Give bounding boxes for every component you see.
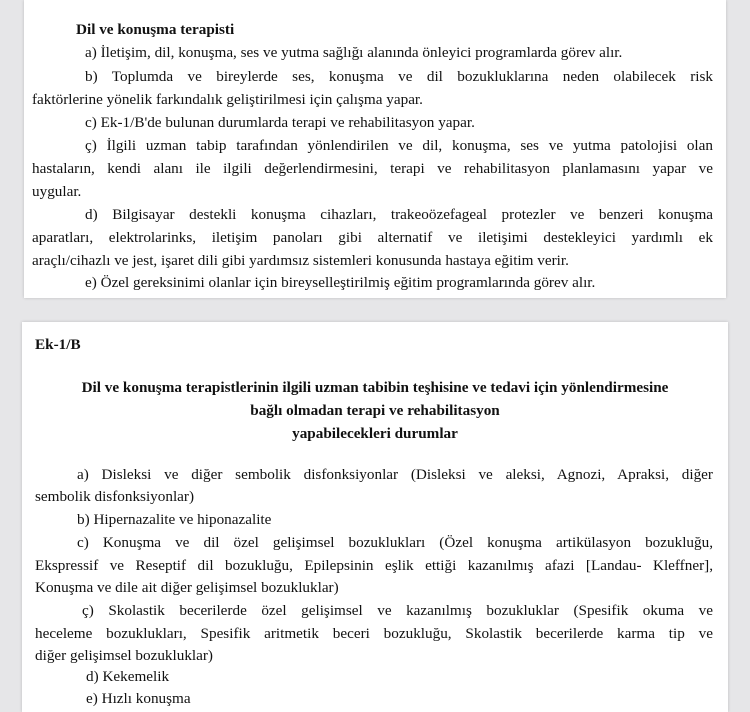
text-line: b) Toplumda ve bireylerde ses, konuşma ve dil bozukluklarına neden olabilecek risk: [85, 68, 713, 85]
list-line: e) Hızlı konuşma: [86, 690, 191, 707]
document-page-2: [22, 322, 728, 712]
annex-label: Ek-1/B: [35, 336, 81, 353]
text-line: c) Ek-1/B'de bulunan durumlarda terapi ve rehabilitasyon yapar.: [85, 114, 475, 131]
list-line: Konuşma ve dile ait diğer gelişimsel bozukluklar): [35, 579, 339, 596]
text-line: faktörlerine yönelik farkındalık geliştirilmesi için çalışma yapar.: [32, 91, 423, 108]
text-line: hastaların, kendi alanı ile ilgili değerlendirmesini, terapi ve rehabilitasyon planlamasını yapar ve: [32, 160, 713, 177]
list-line: a) Disleksi ve diğer sembolik disfonksiyonlar (Disleksi ve aleksi, Agnozi, Apraksi, diğer: [77, 466, 713, 483]
list-line: b) Hipernazalite ve hiponazalite: [77, 511, 272, 528]
annex-title-line: Dil ve konuşma terapistlerinin ilgili uzman tabibin teşhisine ve tedavi için yönlendirmesine: [81, 379, 669, 396]
text-line: a) İletişim, dil, konuşma, ses ve yutma sağlığı alanında önleyici programlarda görev alır.: [85, 44, 623, 61]
list-line: Ekspressif ve Reseptif dil bozukluğu, Epilepsinin eşlik ettiği kazanılmış afazi [Landau- Kleffner],: [35, 557, 713, 574]
list-line: ç) Skolastik becerilerde özel gelişimsel ve kazanılmış bozukluklar (Spesifik okuma ve: [82, 602, 713, 619]
text-line: uygular.: [32, 183, 82, 200]
annex-title-line: bağlı olmadan terapi ve rehabilitasyon: [250, 402, 500, 419]
text-line: araçlı/cihazlı ve jest, işaret dili gibi yardımsız sistemleri konusunda hastaya eğitim verir.: [32, 252, 569, 269]
section-heading: Dil ve konuşma terapisti: [76, 21, 235, 38]
list-line: c) Konuşma ve dil özel gelişimsel bozuklukları (Özel konuşma artikülasyon bozukluğu,: [77, 534, 713, 551]
list-line: sembolik disfonksiyonlar): [35, 488, 195, 505]
list-line: heceleme bozuklukları, Spesifik aritmetik beceri bozukluğu, Skolastik becerilerde karma tip ve: [35, 625, 713, 642]
text-line: ç) İlgili uzman tabip tarafından yönlendirilen ve dil, konuşma, ses ve yutma patolojisi olan: [85, 137, 713, 154]
text-line: e) Özel gereksinimi olanlar için bireyselleştirilmiş eğitim programlarında görev alır.: [85, 274, 596, 291]
text-line: d) Bilgisayar destekli konuşma cihazları, trakeoözefageal protezler ve benzeri konuşma: [85, 206, 713, 223]
annex-title-line: yapabilecekleri durumlar: [292, 425, 458, 442]
text-line: aparatları, elektrolarinks, iletişim panoları gibi alternatif ve iletişimi destekleyici yardımlı ek: [32, 229, 713, 246]
document-page-1: [24, 0, 726, 298]
list-line: d) Kekemelik: [86, 668, 170, 685]
list-line: diğer gelişimsel bozukluklar): [35, 647, 213, 664]
